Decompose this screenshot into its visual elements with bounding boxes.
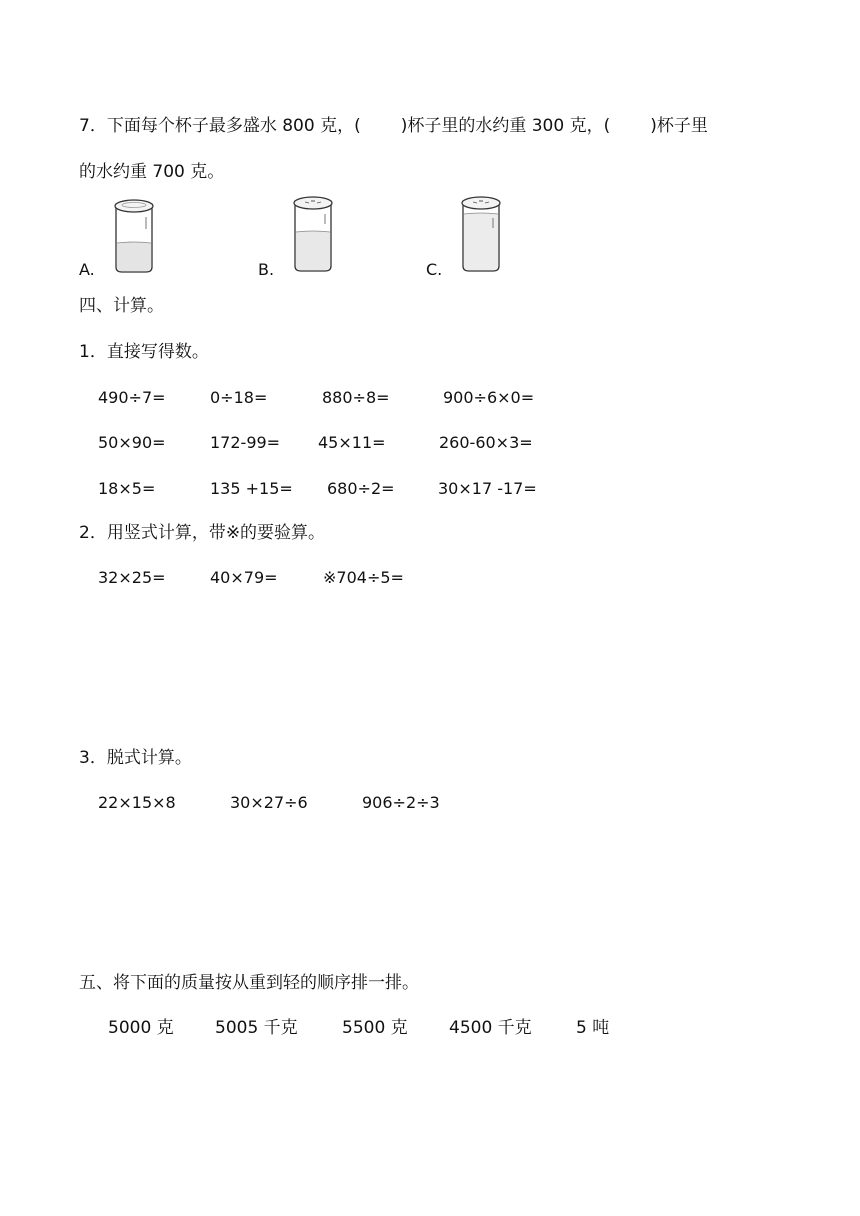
section-5-title: 五、将下面的质量按从重到轻的顺序排一排。: [79, 973, 419, 993]
q7-text-part3: )杯子里: [650, 116, 708, 136]
q2-expr: ※704÷5=: [323, 568, 404, 587]
q1-expr: 880÷8=: [322, 388, 390, 407]
q3-title: 3．脱式计算。: [79, 748, 192, 768]
q1-expr: 50×90=: [98, 433, 166, 452]
q7-line-2: 的水约重 700 克。: [79, 162, 225, 182]
q1-expr: 18×5=: [98, 479, 156, 498]
q1-expr: 260-60×3=: [439, 433, 533, 452]
cup-c-image: [459, 194, 503, 274]
q1-expr: 135 +15=: [210, 479, 293, 498]
cup-b-image: [291, 194, 335, 274]
option-b-label: B.: [258, 260, 275, 279]
section-4-title: 四、计算。: [79, 296, 164, 316]
cup-a-image: [112, 197, 156, 275]
option-c-label: C.: [426, 260, 443, 279]
q1-expr: 680÷2=: [327, 479, 395, 498]
q1-expr: 900÷6×0=: [443, 388, 535, 407]
mass-item: 5000 克: [108, 1018, 174, 1038]
q3-expr: 30×27÷6: [230, 793, 308, 812]
q2-expr: 32×25=: [98, 568, 166, 587]
q3-expr: 906÷2÷3: [362, 793, 440, 812]
q1-expr: 0÷18=: [210, 388, 268, 407]
mass-item: 4500 千克: [449, 1018, 532, 1038]
q1-expr: 172-99=: [210, 433, 281, 452]
q1-expr: 45×11=: [318, 433, 386, 452]
q7-text-part1: 7．下面每个杯子最多盛水 800 克，(: [79, 116, 361, 136]
q7-line-1: [79, 118, 708, 135]
q7-text-part2: )杯子里的水约重 300 克，(: [400, 116, 611, 136]
mass-item: 5005 千克: [215, 1018, 298, 1038]
q1-title: 1．直接写得数。: [79, 342, 209, 362]
q1-expr: 490÷7=: [98, 388, 166, 407]
q3-expr: 22×15×8: [98, 793, 176, 812]
q2-title: 2．用竖式计算，带※的要验算。: [79, 523, 326, 543]
option-a-label: A.: [79, 260, 95, 279]
mass-item: 5500 克: [342, 1018, 408, 1038]
q1-expr: 30×17 -17=: [438, 479, 537, 498]
q2-expr: 40×79=: [210, 568, 278, 587]
mass-item: 5 吨: [576, 1018, 610, 1038]
